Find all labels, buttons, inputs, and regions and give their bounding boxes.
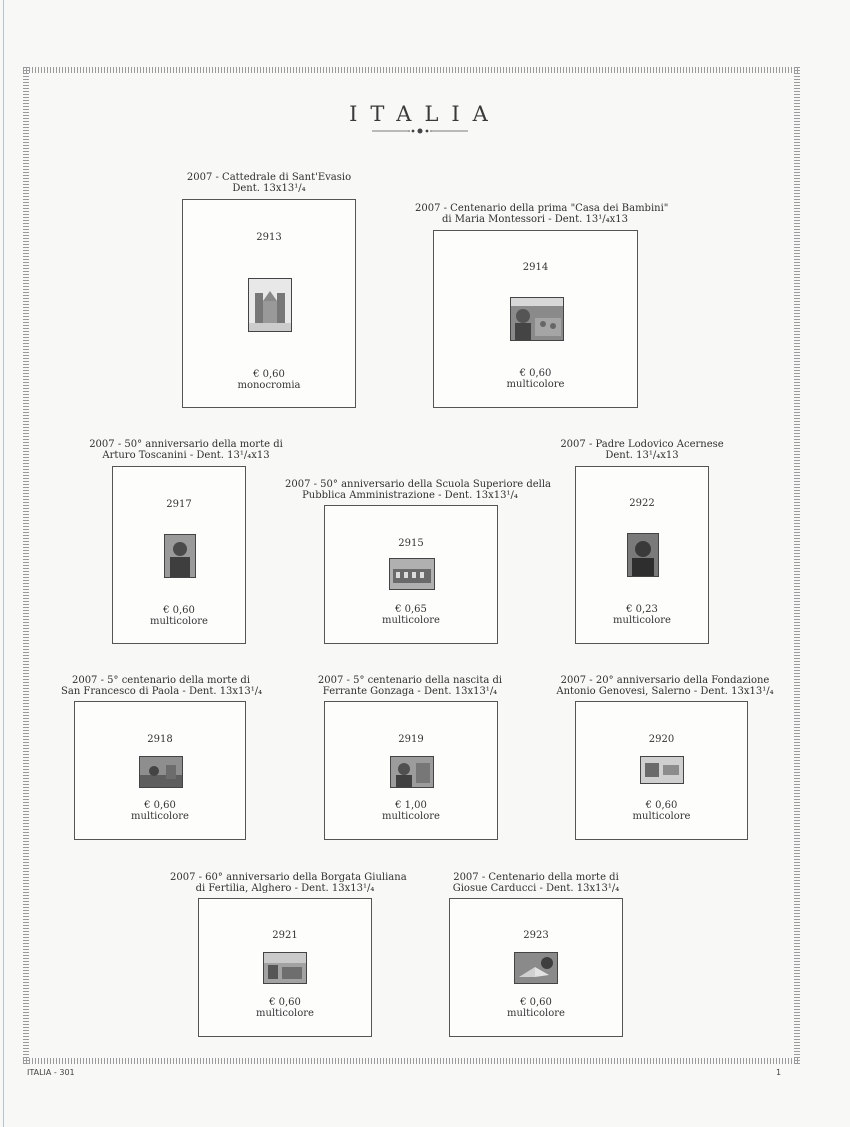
color-type: multicolore — [506, 379, 565, 390]
stamp-price-block — [183, 369, 355, 391]
face-value: € 0,60 — [144, 800, 176, 811]
face-value: € 0,60 — [269, 997, 301, 1008]
footer-page-number: 1 — [776, 1068, 782, 1077]
stamp-image-gonzaga — [390, 756, 434, 788]
stamp-caption — [285, 479, 552, 501]
color-type: multicolore — [382, 811, 440, 822]
caption-line: 2007 - 50° anniversario della Scuola Superiore della — [285, 479, 552, 490]
stamp-mount-2921 — [198, 898, 372, 1037]
face-value: € 0,60 — [520, 997, 552, 1008]
caption-line: 2007 - Padre Lodovico Acernese — [560, 439, 724, 450]
stamp-price-block — [434, 368, 637, 390]
stamp-price-block — [75, 800, 245, 822]
face-value: € 1,00 — [395, 800, 427, 811]
stamp-price-block — [325, 604, 497, 626]
stamp-caption — [310, 675, 510, 697]
stamp-caption — [415, 203, 669, 225]
catalog-number: 2920 — [648, 734, 675, 745]
scan-edge-line — [3, 0, 4, 1127]
color-type: multicolore — [507, 1008, 565, 1019]
caption-line: 2007 - 20° anniversario della Fondazione — [560, 675, 770, 686]
catalog-number: 2922 — [629, 498, 655, 509]
face-value: € 0,60 — [253, 369, 285, 380]
caption-line: 2007 - 50° anniversario della morte di — [89, 439, 283, 450]
stamp-mount-2915 — [324, 505, 498, 644]
stamp-image-acernese — [627, 533, 659, 577]
caption-line: Dent. 13¹/₄x13 — [605, 450, 679, 461]
page-border-left — [23, 67, 29, 1064]
stamp-price-block — [576, 800, 747, 822]
face-value: € 0,23 — [626, 604, 658, 615]
catalog-number: 2915 — [398, 538, 424, 549]
color-type: monocromia — [237, 380, 301, 391]
catalog-number: 2914 — [522, 262, 549, 273]
stamp-mount-2914 — [433, 230, 638, 408]
stamp-mount-2922 — [575, 466, 709, 644]
stamp-caption — [436, 872, 636, 894]
footer-page-label: ITALIA - 301 — [27, 1068, 75, 1077]
face-value: € 0,60 — [645, 800, 678, 811]
color-type: multicolore — [150, 616, 208, 627]
caption-line: Arturo Toscanini - Dent. 13¹/₄x13 — [102, 450, 270, 461]
stamp-caption — [169, 172, 369, 194]
color-type: multicolore — [382, 615, 440, 626]
color-type: multicolore — [632, 811, 691, 822]
title-ornament-icon — [370, 126, 470, 136]
caption-line: 2007 - Cattedrale di Sant'Evasio — [186, 172, 352, 183]
catalog-number: 2919 — [398, 734, 424, 745]
catalog-number: 2913 — [256, 232, 282, 243]
color-type: multicolore — [613, 615, 671, 626]
face-value: € 0,60 — [519, 368, 552, 379]
stamp-mount-2923 — [449, 898, 623, 1037]
caption-line: Ferrante Gonzaga - Dent. 13x13¹/₄ — [322, 686, 498, 697]
page-border-right — [794, 67, 800, 1064]
caption-line: Dent. 13x13¹/₄ — [232, 183, 306, 194]
caption-line: di Fertilia, Alghero - Dent. 13x13¹/₄ — [195, 883, 375, 894]
catalog-number: 2923 — [523, 930, 549, 941]
caption-line: Giosue Carducci - Dent. 13x13¹/₄ — [452, 883, 620, 894]
color-type: multicolore — [256, 1008, 314, 1019]
color-type: multicolore — [131, 811, 189, 822]
caption-line: 2007 - 60° anniversario della Borgata Giuliana — [170, 872, 407, 883]
caption-line: 2007 - Centenario della morte di — [453, 872, 619, 883]
stamp-caption — [61, 675, 261, 697]
face-value: € 0,65 — [395, 604, 427, 615]
stamp-price-block — [325, 800, 497, 822]
caption-line: Antonio Genovesi, Salerno - Dent. 13x13¹/₄ — [556, 686, 774, 697]
page-title: ITALIA — [349, 102, 501, 126]
catalog-number: 2917 — [166, 499, 192, 510]
stamp-price-block — [199, 997, 371, 1019]
stamp-mount-2919 — [324, 701, 498, 840]
catalog-number: 2918 — [147, 734, 173, 745]
caption-line: di Maria Montessori - Dent. 13¹/₄x13 — [442, 214, 628, 225]
page-border-top — [23, 67, 800, 73]
stamp-mount-2920 — [575, 701, 748, 840]
stamp-caption — [79, 439, 293, 461]
stamp-caption — [547, 439, 737, 461]
caption-line: 2007 - Centenario della prima "Casa dei Bambini" — [415, 203, 669, 214]
stamp-price-block — [450, 997, 622, 1019]
caption-line: San Francesco di Paola - Dent. 13x13¹/₄ — [61, 686, 263, 697]
stamp-image-san-francesco — [139, 756, 183, 788]
stamp-price-block — [576, 604, 708, 626]
stamp-image-montessori — [510, 297, 564, 341]
face-value: € 0,60 — [163, 605, 195, 616]
stamp-image-fertilia — [263, 952, 307, 984]
stamp-image-cathedral — [248, 278, 292, 332]
page-border-bottom — [23, 1058, 800, 1064]
stamp-mount-2918 — [74, 701, 246, 840]
stamp-price-block — [113, 605, 245, 627]
stamp-caption — [555, 675, 775, 697]
caption-line: 2007 - 5° centenario della morte di — [71, 675, 251, 686]
catalog-number: 2921 — [272, 930, 298, 941]
stamp-caption — [170, 872, 407, 894]
stamp-mount-2913 — [182, 199, 356, 408]
stamp-image-school-building — [389, 558, 435, 590]
stamp-image-genovesi — [640, 756, 684, 784]
stamp-image-carducci — [514, 952, 558, 984]
stamp-image-toscanini — [164, 534, 196, 578]
stamp-mount-2917 — [112, 466, 246, 644]
caption-line: 2007 - 5° centenario della nascita di — [317, 675, 503, 686]
caption-line: Pubblica Amministrazione - Dent. 13x13¹/₄ — [302, 490, 518, 501]
